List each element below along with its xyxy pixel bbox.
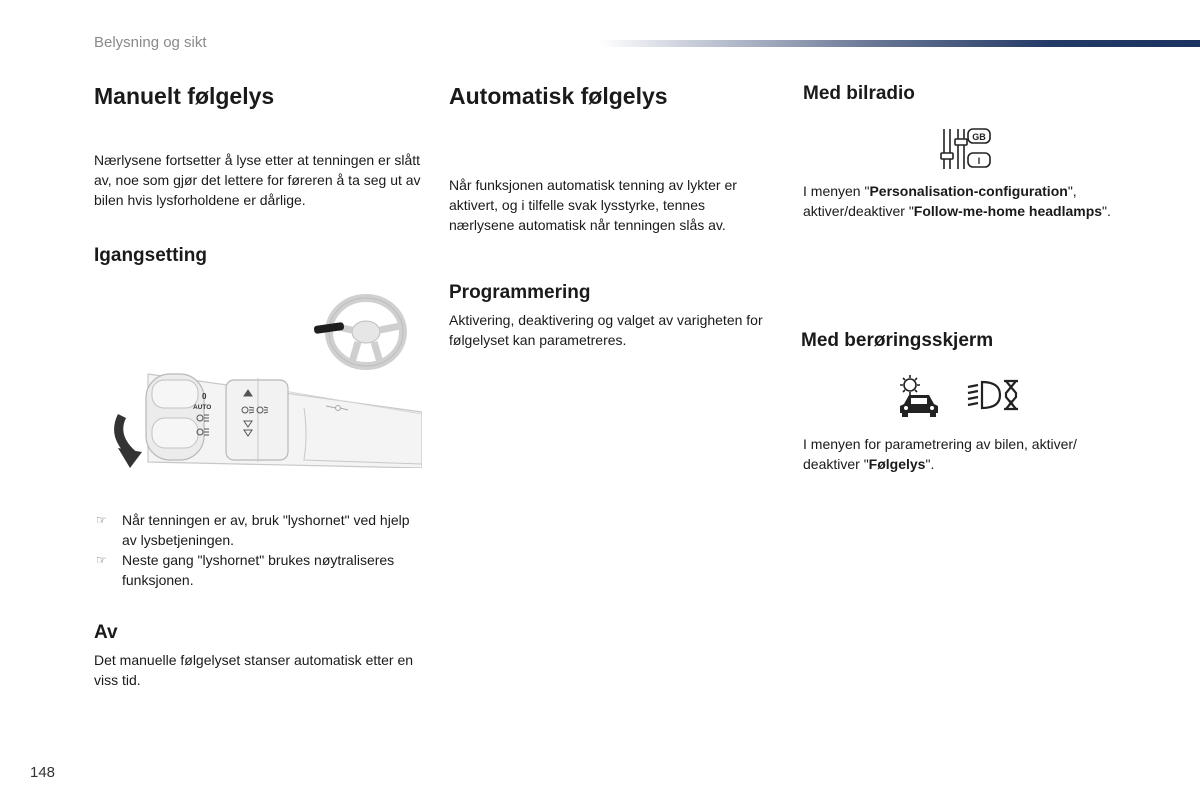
section-title: Belysning og sikt	[94, 34, 207, 51]
page-number: 148	[30, 764, 56, 781]
touchscreen-instructions	[803, 434, 1118, 474]
manual-intro-text: Nærlysene fortsetter å lyse etter at tenningen er slått av, noe som gjør det lettere for føreren å ta seg ut av bilen hvis lysforholdene er dårlige.	[94, 152, 421, 208]
radio-icon-gb-label: GB	[972, 132, 986, 142]
steering-wheel-icon	[312, 292, 408, 372]
manual-follow-me-title: Manuelt følgelys	[94, 83, 275, 109]
activation-subtitle: Igangsetting	[94, 245, 207, 266]
light-stalk-icon	[108, 368, 422, 468]
radio-instructions	[803, 181, 1118, 221]
off-text: Det manuelle følgelyset stanser automatisk etter en viss tid.	[94, 652, 414, 688]
radio-option-name: Follow-me-home headlamps	[913, 203, 1103, 219]
programming-subtitle: Programmering	[449, 282, 591, 303]
bullet-marker-icon: ☞	[96, 513, 107, 527]
radio-menu-name: Personalisation-configuration	[869, 183, 1068, 199]
bullet-marker-icon: ☞	[96, 553, 107, 567]
radio-text-suffix: ".	[1102, 203, 1111, 219]
automatic-follow-me-title: Automatisk følgelys	[449, 83, 668, 109]
touch-text-suffix: ".	[925, 456, 935, 472]
vehicle-settings-icon	[896, 374, 942, 418]
off-subtitle: Av	[94, 622, 118, 643]
list-item	[94, 510, 414, 550]
list-item-text: Når tenningen er av, bruk "lyshornet" ved hjelp av lysbetjeningen.	[122, 512, 410, 548]
follow-me-home-icon	[966, 378, 1020, 412]
radio-settings-icon	[938, 127, 994, 171]
list-item-text: Neste gang "lyshornet" brukes nøytraliseres funksjonen.	[122, 552, 395, 588]
stalk-auto-label: AUTO	[193, 404, 212, 411]
programming-text: Aktivering, deaktivering og valget av varigheten for følgelyset kan parametreres.	[449, 312, 763, 348]
touch-text-prefix: I menyen for parametrering av bilen, aktiver/ deaktiver "	[803, 436, 1077, 472]
activation-steps-list	[94, 510, 414, 590]
stalk-zero-label: 0	[202, 392, 207, 401]
radio-text-prefix: I menyen "	[803, 183, 870, 199]
list-item	[94, 550, 414, 590]
radio-text-middle: ", aktiver/deaktiver "	[803, 183, 1077, 219]
header-gradient-bar	[600, 40, 1200, 47]
radio-icon-i-label: I	[977, 156, 981, 166]
car-radio-title: Med bilradio	[803, 83, 915, 104]
automatic-intro-text: Når funksjonen automatisk tenning av lykter er aktivert, og i tilfelle svak lysstyrke, tennes nærlysene automatisk når tenningen slås av.	[449, 177, 737, 233]
touch-option-name: Følgelys	[868, 456, 926, 472]
touchscreen-title: Med berøringsskjerm	[801, 330, 994, 351]
